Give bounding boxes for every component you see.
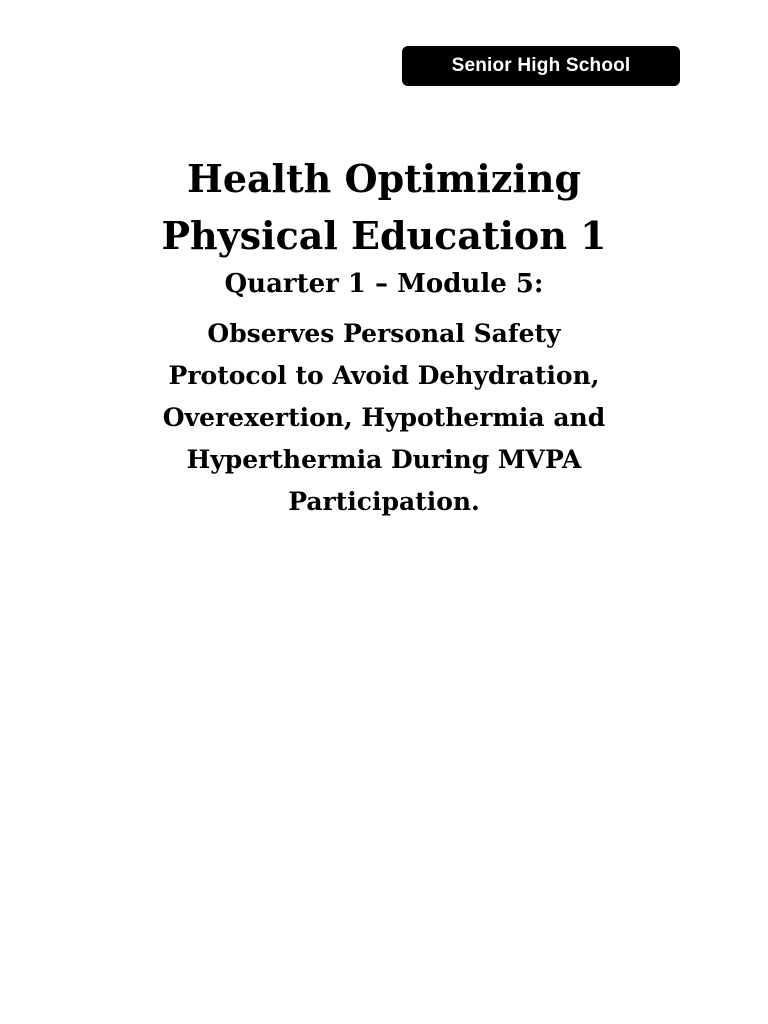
subtitle-line-2: Protocol to Avoid Dehydration, — [168, 361, 600, 390]
module-subtitle — [0, 313, 768, 523]
senior-high-school-badge: Senior High School — [402, 46, 680, 86]
subtitle-line-1: Observes Personal Safety — [207, 319, 561, 348]
subtitle-line-4: Hyperthermia During MVPA — [186, 445, 582, 474]
subtitle-line-3: Overexertion, Hypothermia and — [162, 403, 606, 432]
module-heading: Quarter 1 – Module 5: — [224, 269, 544, 299]
title-line-1: Health Optimizing — [186, 156, 582, 201]
subtitle-line-5: Participation. — [288, 487, 480, 516]
title-line-2: Physical Education 1 — [161, 213, 607, 258]
document-title — [0, 150, 768, 264]
